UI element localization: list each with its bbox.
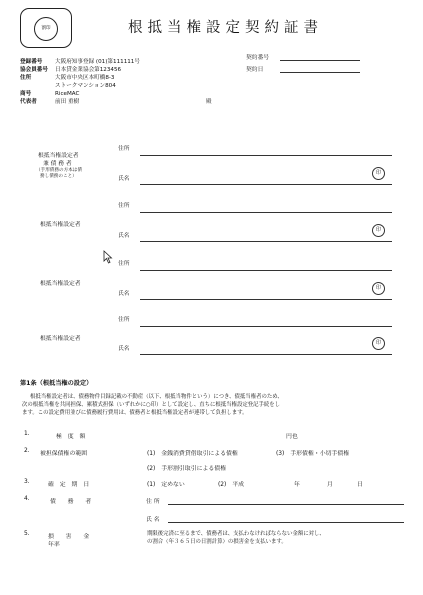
document-title: 根抵当権設定契約証書 xyxy=(128,20,323,36)
party4-name-line xyxy=(140,354,392,355)
party3-address-label: 住所 xyxy=(118,261,130,267)
party2-address-line xyxy=(140,212,392,213)
item5-label: 損 害 金 xyxy=(48,534,90,540)
representative-value: 前田 重樹 xyxy=(55,99,80,105)
party3-address-line xyxy=(140,270,392,271)
mouse-cursor-icon xyxy=(103,250,113,264)
item5-number: 5. xyxy=(24,531,30,537)
item2-option-2: (2) 手形割引取引による債権 xyxy=(147,466,227,472)
stamp-box xyxy=(20,8,72,48)
party1-label-1: 根抵当権設定者 xyxy=(38,153,79,159)
section1-heading: 第1条（根抵当権の設定） xyxy=(20,380,93,387)
party1-seal: 印 xyxy=(372,167,385,180)
party2-name-label: 氏名 xyxy=(118,233,130,239)
item3-year: 年 xyxy=(294,482,300,488)
party1-address-label: 住所 xyxy=(118,146,130,152)
registration-label: 登録番号 xyxy=(20,59,43,65)
association-value: 日本貸金業協会第123456 xyxy=(55,67,122,73)
party3-name-line xyxy=(140,299,392,300)
party4-label: 根抵当権設定者 xyxy=(40,336,81,342)
party3-seal: 印 xyxy=(372,282,385,295)
party4-seal: 印 xyxy=(372,337,385,350)
item2-number: 2. xyxy=(24,448,30,454)
representative-label: 代表者 xyxy=(20,99,37,105)
item3-label: 確 定 期 日 xyxy=(48,482,90,488)
item1-value: 円也 xyxy=(286,434,298,440)
party1-note-1: （手形債務の方本は債 xyxy=(36,168,82,173)
item5-text-2: の割合（年３６５日の日割計算）の損害金を支払います。 xyxy=(147,539,287,545)
item2-option-1: (1) 金銭消費貸借取引による債権 xyxy=(147,451,238,457)
item5-text-1: 期限後完済に至るまで、債務者は、支払わなければならない金額に対し、 xyxy=(147,531,325,537)
item4-number: 4. xyxy=(24,496,30,502)
representative-suffix: 殿 xyxy=(206,99,212,105)
contract-number-line xyxy=(280,60,360,61)
party2-label: 根抵当権設定者 xyxy=(40,222,81,228)
party1-label-2: 兼 債 務 者 xyxy=(43,161,72,167)
party4-name-label: 氏名 xyxy=(118,346,130,352)
contract-number-label: 契約番号 xyxy=(246,55,270,61)
item4-name-label: 氏 名 xyxy=(146,517,160,523)
section1-para-2: 次の根抵当権を共同担保、累積式担保（いずれかに○印）として設定し、直ちに根抵当権設定登記手続をし xyxy=(22,402,281,408)
party1-note-2: 務し債務のこと） xyxy=(40,174,77,179)
item4-label: 債 務 者 xyxy=(50,499,92,505)
address-value-2: ストークマンション804 xyxy=(55,83,116,89)
registration-value: 大阪府知事登録 (01)第111111号 xyxy=(55,59,140,65)
party2-name-line xyxy=(140,241,392,242)
party2-address-label: 住所 xyxy=(118,203,130,209)
association-label: 協会員番号 xyxy=(20,67,48,73)
party1-address-line xyxy=(140,155,392,156)
contract-date-label: 契約日 xyxy=(246,67,264,73)
stamp-seal-circle: 割印 xyxy=(34,17,58,41)
address-label: 住所 xyxy=(20,75,32,81)
address-value-1: 大阪市中央区本町橋8-3 xyxy=(55,75,115,81)
item1-number: 1. xyxy=(24,431,30,437)
item2-label: 被担保債権の範囲 xyxy=(40,451,88,457)
item3-month: 月 xyxy=(327,482,333,488)
item1-label: 極 度 額 xyxy=(56,434,86,440)
item5-sublabel: 年率 xyxy=(48,542,60,548)
item3-number: 3. xyxy=(24,479,30,485)
party2-seal: 印 xyxy=(372,224,385,237)
section1-para-3: ます。この設定費用並びに債務履行費用は、債務者と根抵当権設定者が連帯して負担します。 xyxy=(22,410,248,416)
section1-para-1: 根抵当権設定者は、債務物件目録記載の不動産（以下、根抵当物件という）につき、債抵当権者のため、 xyxy=(30,394,283,400)
item2-option-3: (3) 手形債権・小切手債権 xyxy=(276,451,350,457)
party1-name-line xyxy=(140,184,392,185)
item4-address-label: 住 所 xyxy=(146,499,160,505)
item4-name-line xyxy=(168,522,404,523)
party1-name-label: 氏名 xyxy=(118,176,130,182)
party3-label: 根抵当権設定者 xyxy=(40,281,81,287)
contract-date-line xyxy=(280,72,360,73)
company-label: 商号 xyxy=(20,91,32,97)
company-value: RiceMAC xyxy=(55,91,80,97)
item4-address-line xyxy=(168,504,404,505)
party4-address-line xyxy=(140,326,392,327)
party3-name-label: 氏名 xyxy=(118,291,130,297)
item3-option-2: (2) 平成 xyxy=(218,482,245,488)
party4-address-label: 住所 xyxy=(118,317,130,323)
item3-option-1: (1) 定めない xyxy=(147,482,185,488)
item3-day: 日 xyxy=(357,482,363,488)
